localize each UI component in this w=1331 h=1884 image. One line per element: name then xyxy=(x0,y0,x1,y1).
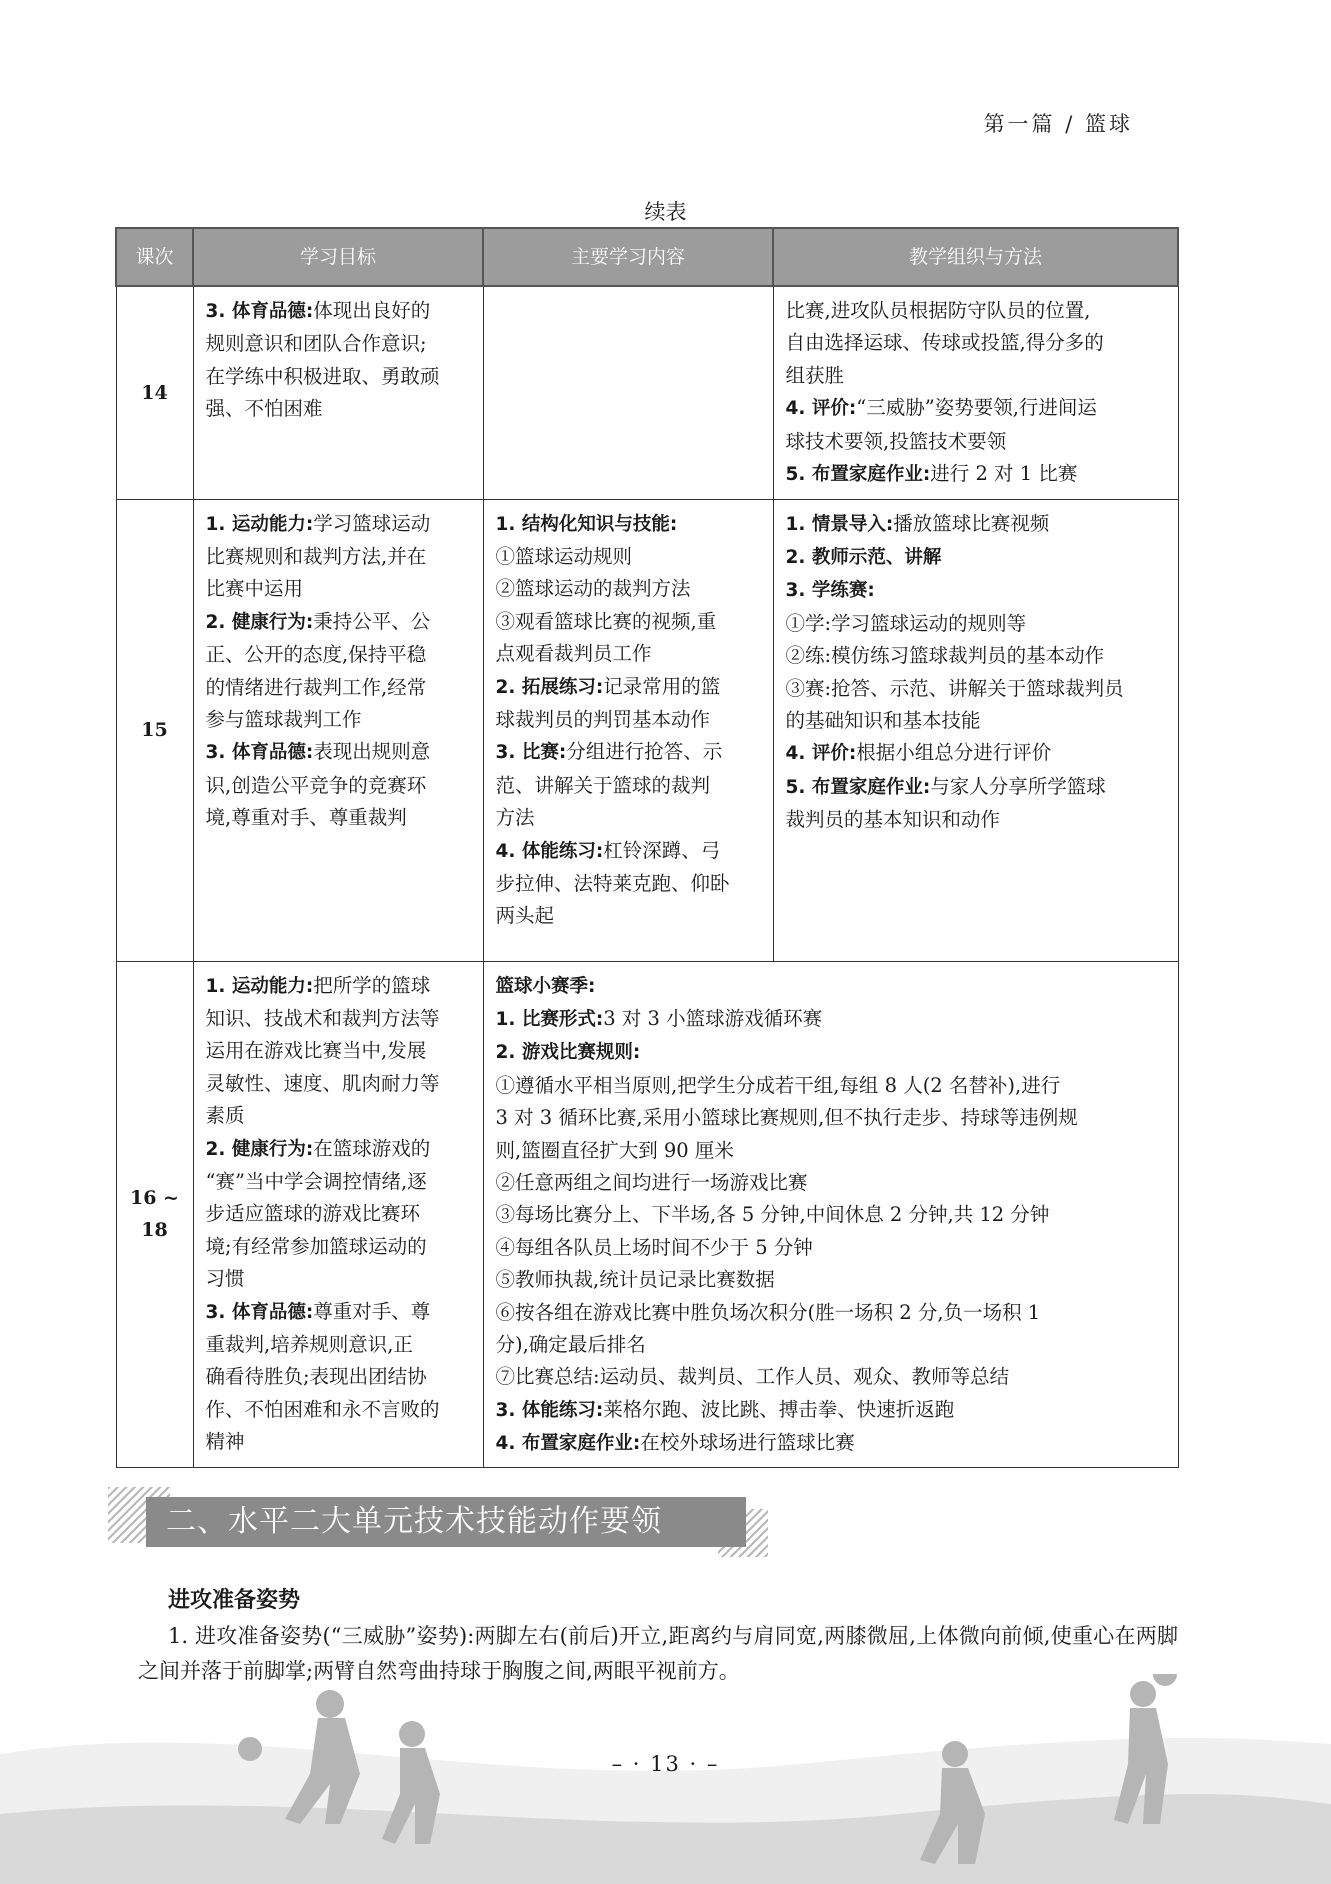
item-text: 的基础知识和基本技能 xyxy=(785,708,981,732)
item-text: 体现出良好的 xyxy=(313,299,431,322)
item-label: 1. 运动能力: xyxy=(205,513,314,535)
item-text: 秉持公平、公 xyxy=(313,609,431,633)
item-text: “赛”当中学会调控情绪,逐 xyxy=(205,1169,427,1193)
item-text: 球技术要领,投篮技术要领 xyxy=(785,429,1007,453)
item-text: 在篮球游戏的 xyxy=(313,1136,431,1160)
item-text: 的情绪进行裁判工作,经常 xyxy=(205,675,427,699)
item-text: “三威胁”姿势要领,行进间运 xyxy=(856,396,1097,420)
item-label: 3. 比赛: xyxy=(495,742,567,764)
item-text: 范、讲解关于篮球的裁判 xyxy=(495,773,711,797)
cell-line xyxy=(496,1394,1170,1427)
item-text: 步拉伸、法特莱克跑、仰卧 xyxy=(495,871,730,895)
cell-line xyxy=(496,1361,1170,1393)
item-label: 3. 学练赛: xyxy=(785,580,875,602)
cell-line xyxy=(206,1231,475,1263)
item-label: 1. 比赛形式: xyxy=(495,1008,604,1030)
item-label: 3. 体育品德: xyxy=(205,742,314,764)
item-text: 分组进行抢答、示 xyxy=(566,740,723,764)
cell-line xyxy=(496,1167,1170,1199)
item-label: 5. 布置家庭作业: xyxy=(785,464,931,486)
body-paragraph: 1. 进攻准备姿势(“三威胁”姿势):两脚左右(前后)开立,距离约与肩同宽,两膝微屈,上体微向前倾,使重心在两脚之间并落于前脚掌;两臂自然弯曲持球于胸腹之间,两眼平视前方。 xyxy=(138,1624,1178,1683)
cell-line xyxy=(786,608,1170,640)
item-text: 表现出规则意 xyxy=(313,740,431,764)
cell-line xyxy=(496,1329,1170,1361)
item-text: ②篮球运动的裁判方法 xyxy=(495,577,691,601)
item-text: 播放篮球比赛视频 xyxy=(893,511,1050,535)
item-text: 球裁判员的判罚基本动作 xyxy=(495,707,711,731)
item-text: ②练:模仿练习篮球裁判员的基本动作 xyxy=(785,644,1105,668)
cell-line xyxy=(206,1426,475,1458)
item-text: 步适应篮球的游戏比赛环 xyxy=(205,1202,421,1226)
item-label: 4. 布置家庭作业: xyxy=(495,1433,641,1455)
item-text: 分),确定最后排名 xyxy=(495,1332,646,1356)
item-text: 莱格尔跑、波比跳、搏击拳、快速折返跑 xyxy=(603,1397,955,1421)
item-text: 在校外球场进行篮球比赛 xyxy=(640,1431,855,1455)
cell-line xyxy=(496,1232,1170,1264)
col-header-methods: 教学组织与方法 xyxy=(773,228,1178,286)
cell-line xyxy=(496,802,765,834)
item-label: 2. 拓展练习: xyxy=(495,676,604,698)
cell-line xyxy=(786,804,1170,836)
cell-line xyxy=(206,1166,475,1198)
cell-line xyxy=(206,573,475,605)
cell-line xyxy=(496,1036,1170,1069)
content-cell xyxy=(483,286,773,499)
player-silhouette-head xyxy=(399,1721,425,1747)
lesson-number: 15 xyxy=(116,499,193,961)
cell-line xyxy=(206,606,475,639)
item-text: 运用在游戏比赛当中,发展 xyxy=(205,1039,427,1063)
item-text: 强、不怕困难 xyxy=(205,397,323,421)
item-text: 确看待胜负;表现出团结协 xyxy=(205,1365,427,1389)
cell-line xyxy=(206,393,475,425)
cell-line xyxy=(206,1394,475,1426)
cell-line xyxy=(206,1263,475,1295)
item-text: ①篮球运动规则 xyxy=(495,544,633,568)
cell-line xyxy=(206,1068,475,1100)
cell-line xyxy=(496,508,765,541)
item-label: 1. 结构化知识与技能: xyxy=(495,513,678,535)
section-banner xyxy=(108,1487,748,1557)
item-label: 篮球小赛季: xyxy=(495,975,596,997)
item-text: ①学:学习篮球运动的规则等 xyxy=(785,611,1027,635)
cell-line xyxy=(786,458,1170,491)
cell-line xyxy=(496,1102,1170,1134)
cell-line xyxy=(206,770,475,802)
cell-line xyxy=(786,327,1170,359)
item-label: 3. 体育品德: xyxy=(205,301,314,322)
cell-line xyxy=(786,541,1170,574)
item-text: 在学练中积极进取、勇敢顽 xyxy=(205,364,440,388)
item-text: 方法 xyxy=(495,806,535,830)
item-text: 记录常用的篮 xyxy=(603,674,721,698)
methods-cell xyxy=(773,286,1178,499)
cell-line xyxy=(206,1003,475,1035)
item-label: 2. 教师示范、讲解 xyxy=(785,546,942,568)
page-number: – · 13 · – xyxy=(611,1752,720,1776)
cell-line xyxy=(786,426,1170,458)
cell-line xyxy=(206,328,475,360)
item-text: 学习篮球运动 xyxy=(313,511,431,535)
footer-decoration xyxy=(0,1674,1331,1884)
item-label: 1. 情景导入: xyxy=(785,513,894,535)
cell-line xyxy=(206,736,475,769)
cell-line xyxy=(206,295,475,328)
item-text: 根据小组总分进行评价 xyxy=(856,741,1052,765)
lesson-number: 16 ~ 18 xyxy=(116,961,193,1467)
cell-line xyxy=(786,360,1170,392)
item-text: 习惯 xyxy=(205,1267,245,1291)
item-text: ②任意两组之间均进行一场游戏比赛 xyxy=(495,1170,808,1194)
cell-line xyxy=(206,508,475,541)
cell-line xyxy=(786,737,1170,770)
cell-line xyxy=(786,392,1170,425)
cell-line xyxy=(206,541,475,573)
cell-line xyxy=(786,705,1170,737)
item-text: ③每场比赛分上、下半场,各 5 分钟,中间休息 2 分钟,共 12 分钟 xyxy=(495,1203,1050,1227)
cell-line xyxy=(206,1133,475,1166)
col-header-goals: 学习目标 xyxy=(193,228,483,286)
item-text: 正、公开的态度,保持平稳 xyxy=(205,643,427,667)
cell-line xyxy=(496,704,765,736)
item-label: 2. 健康行为: xyxy=(205,611,314,633)
item-text: 识,创造公平竞争的竞赛环 xyxy=(205,773,427,797)
cell-line xyxy=(786,574,1170,607)
item-text: 作、不怕困难和永不言败的 xyxy=(205,1397,440,1421)
cell-line xyxy=(496,1297,1170,1329)
item-text: ③赛:抢答、示范、讲解关于篮球裁判员 xyxy=(785,676,1124,700)
item-text: 知识、技战术和裁判方法等 xyxy=(205,1006,440,1030)
item-label: 4. 体能练习: xyxy=(495,840,604,862)
item-text: 参与篮球裁判工作 xyxy=(205,707,362,731)
table-row xyxy=(116,286,1178,499)
cell-line xyxy=(206,361,475,393)
cell-line xyxy=(206,639,475,671)
cell-line xyxy=(496,1135,1170,1167)
cell-line xyxy=(496,1003,1170,1036)
cell-line xyxy=(496,1427,1170,1460)
cell-line xyxy=(786,771,1170,804)
cell-line xyxy=(206,1100,475,1132)
cell-line xyxy=(206,1329,475,1361)
cell-line xyxy=(496,900,765,932)
cell-line xyxy=(786,673,1170,705)
goals-cell xyxy=(193,961,483,1467)
cell-line xyxy=(786,295,1170,327)
table-header-row xyxy=(116,228,1178,286)
cell-line xyxy=(496,1070,1170,1102)
item-label: 4. 评价: xyxy=(785,398,857,420)
table-caption: 续表 xyxy=(644,200,687,224)
item-text: ①遵循水平相当原则,把学生分成若干组,每组 8 人(2 名替补),进行 xyxy=(495,1073,1061,1097)
cell-line xyxy=(496,970,1170,1003)
cell-line xyxy=(496,541,765,573)
cell-line xyxy=(206,704,475,736)
basketball-icon xyxy=(1153,1674,1177,1686)
running-head: 第一篇 / 篮球 xyxy=(983,112,1133,136)
methods-cell xyxy=(773,499,1178,961)
cell-line xyxy=(496,868,765,900)
col-header-lesson: 课次 xyxy=(116,228,193,286)
item-text: ⑥按各组在游戏比赛中胜负场次积分(胜一场积 2 分,负一场积 1 xyxy=(495,1300,1041,1324)
item-text: 与家人分享所学篮球 xyxy=(930,774,1106,798)
cell-line xyxy=(206,1361,475,1393)
cell-line xyxy=(496,573,765,605)
item-text: 3 对 3 小篮球游戏循环赛 xyxy=(603,1006,823,1030)
item-text: 杠铃深蹲、弓 xyxy=(603,838,721,862)
item-text: 比赛,进攻队员根据防守队员的位置, xyxy=(785,299,1091,322)
lesson-plan-table xyxy=(115,227,1179,1468)
item-label: 3. 体能练习: xyxy=(495,1399,604,1421)
item-text: 素质 xyxy=(205,1104,245,1128)
cell-line xyxy=(206,1035,475,1067)
section-title: 二、水平二大单元技术技能动作要领 xyxy=(146,1497,746,1547)
item-text: 灵敏性、速度、肌肉耐力等 xyxy=(205,1071,440,1095)
item-text: ④每组各队员上场时间不少于 5 分钟 xyxy=(495,1235,813,1259)
item-label: 1. 运动能力: xyxy=(205,975,314,997)
table-row xyxy=(116,499,1178,961)
item-text: 组获胜 xyxy=(785,363,845,387)
item-text: 裁判员的基本知识和动作 xyxy=(785,808,1001,832)
cell-line xyxy=(496,638,765,670)
item-text: 尊重对手、尊 xyxy=(313,1299,431,1323)
item-label: 2. 健康行为: xyxy=(205,1138,314,1160)
cell-line xyxy=(496,1199,1170,1231)
cell-line xyxy=(786,640,1170,672)
item-label: 2. 游戏比赛规则: xyxy=(495,1042,641,1064)
item-text: 点观看裁判员工作 xyxy=(495,642,652,666)
sub-heading: 进攻准备姿势 xyxy=(168,1588,301,1613)
player-silhouette-head xyxy=(316,1690,344,1718)
item-text: ⑤教师执裁,统计员记录比赛数据 xyxy=(495,1268,775,1292)
cell-line xyxy=(496,770,765,802)
lesson-number: 14 xyxy=(116,286,193,499)
cell-line xyxy=(206,970,475,1003)
item-label: 3. 体育品德: xyxy=(205,1301,314,1323)
cell-line xyxy=(786,508,1170,541)
cell-line xyxy=(496,835,765,868)
cell-line xyxy=(496,671,765,704)
cell-line xyxy=(496,1264,1170,1296)
cell-line xyxy=(206,672,475,704)
item-text: 比赛规则和裁判方法,并在 xyxy=(205,544,427,568)
content-cell xyxy=(483,499,773,961)
cell-line xyxy=(496,736,765,769)
goals-cell xyxy=(193,286,483,499)
cell-line xyxy=(496,606,765,638)
merged-content-methods-cell xyxy=(483,961,1178,1467)
item-text: 自由选择运球、传球或投篮,得分多的 xyxy=(785,331,1104,355)
item-text: 比赛中运用 xyxy=(205,577,304,601)
col-header-content: 主要学习内容 xyxy=(483,228,773,286)
item-text: 境;有经常参加篮球运动的 xyxy=(205,1234,427,1258)
item-text: 进行 2 对 1 比赛 xyxy=(930,462,1078,486)
item-text: 规则意识和团队合作意识; xyxy=(205,332,427,356)
player-silhouette-head xyxy=(1130,1681,1156,1707)
item-text: 境,尊重对手、尊重裁判 xyxy=(205,806,407,830)
item-text: 重裁判,培养规则意识,正 xyxy=(205,1332,413,1356)
item-text: 两头起 xyxy=(495,904,555,928)
cell-line xyxy=(206,802,475,834)
table-row xyxy=(116,961,1178,1467)
item-text: 则,篮圈直径扩大到 90 厘米 xyxy=(495,1138,734,1162)
cell-line xyxy=(206,1296,475,1329)
item-text: ⑦比赛总结:运动员、裁判员、工作人员、观众、教师等总结 xyxy=(495,1365,1010,1389)
item-text: ③观看篮球比赛的视频,重 xyxy=(495,609,717,633)
item-text: 把所学的篮球 xyxy=(313,973,431,997)
item-label: 4. 评价: xyxy=(785,743,857,765)
item-text: 3 对 3 循环比赛,采用小篮球比赛规则,但不执行走步、持球等违例规 xyxy=(495,1106,1078,1130)
cell-line xyxy=(206,1198,475,1230)
item-text: 精神 xyxy=(205,1430,245,1454)
item-label: 5. 布置家庭作业: xyxy=(785,776,931,798)
goals-cell xyxy=(193,499,483,961)
